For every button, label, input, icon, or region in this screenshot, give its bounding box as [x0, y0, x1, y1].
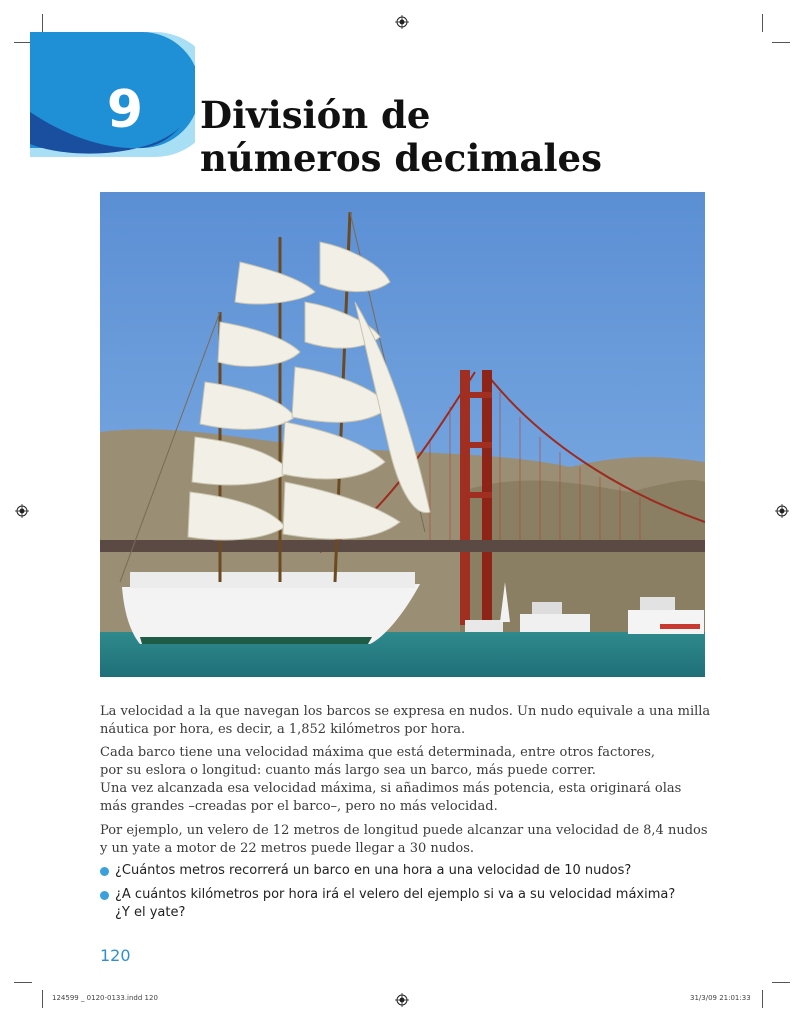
question-item: [100, 862, 710, 882]
question-item: [100, 886, 710, 924]
crop-mark: [14, 982, 32, 983]
crop-mark: [762, 990, 763, 1008]
registration-mark-icon: [775, 504, 789, 518]
text-line: por su eslora o longitud: cuanto más largo sea un barco, más puede correr.: [100, 763, 596, 778]
question-line: ¿Y el yate?: [115, 905, 186, 920]
crop-mark: [42, 990, 43, 1008]
text-line: y un yate a motor de 22 metros puede llegar a 30 nudos.: [100, 841, 475, 856]
crop-mark: [772, 42, 790, 43]
text-line: La velocidad a la que navegan los barcos se expresa en nudos. Un nudo equivale a una milla: [100, 704, 711, 719]
chapter-number: 9: [106, 80, 144, 140]
tall-ship-photo: [100, 192, 705, 677]
registration-mark-icon: [395, 993, 409, 1007]
text-line: náutica por hora, es decir, a 1,852 kilómetros por hora.: [100, 722, 466, 737]
paragraph: [100, 703, 711, 739]
page-number: 120: [100, 946, 131, 965]
crop-mark: [762, 14, 763, 32]
paragraph: [100, 822, 708, 858]
footer-file-info: 124599 _ 0120-0133.indd 120: [52, 994, 158, 1002]
title-line: División de: [200, 93, 431, 137]
paragraph: [100, 744, 700, 816]
registration-mark-icon: [15, 504, 29, 518]
crop-mark: [772, 982, 790, 983]
bullet-icon: [100, 891, 109, 900]
title-line: números decimales: [200, 136, 602, 180]
crop-mark: [42, 14, 43, 32]
question-line: ¿Cuántos metros recorrerá un barco en una hora a una velocidad de 10 nudos?: [115, 863, 632, 878]
text-line: más grandes –creadas por el barco–, pero no más velocidad.: [100, 799, 498, 814]
bullet-icon: [100, 867, 109, 876]
registration-mark-icon: [395, 15, 409, 29]
text-line: Una vez alcanzada esa velocidad máxima, si añadimos más potencia, esta originará olas: [100, 781, 682, 796]
footer-timestamp: 31/3/09 21:01:33: [690, 994, 751, 1002]
question-line: ¿A cuántos kilómetros por hora irá el velero del ejemplo si va a su velocidad máxima?: [115, 887, 676, 902]
page-title: [200, 94, 720, 180]
text-line: Cada barco tiene una velocidad máxima que está determinada, entre otros factores,: [100, 745, 656, 760]
text-line: Por ejemplo, un velero de 12 metros de longitud puede alcanzar una velocidad de 8,4 nudos: [100, 823, 708, 838]
